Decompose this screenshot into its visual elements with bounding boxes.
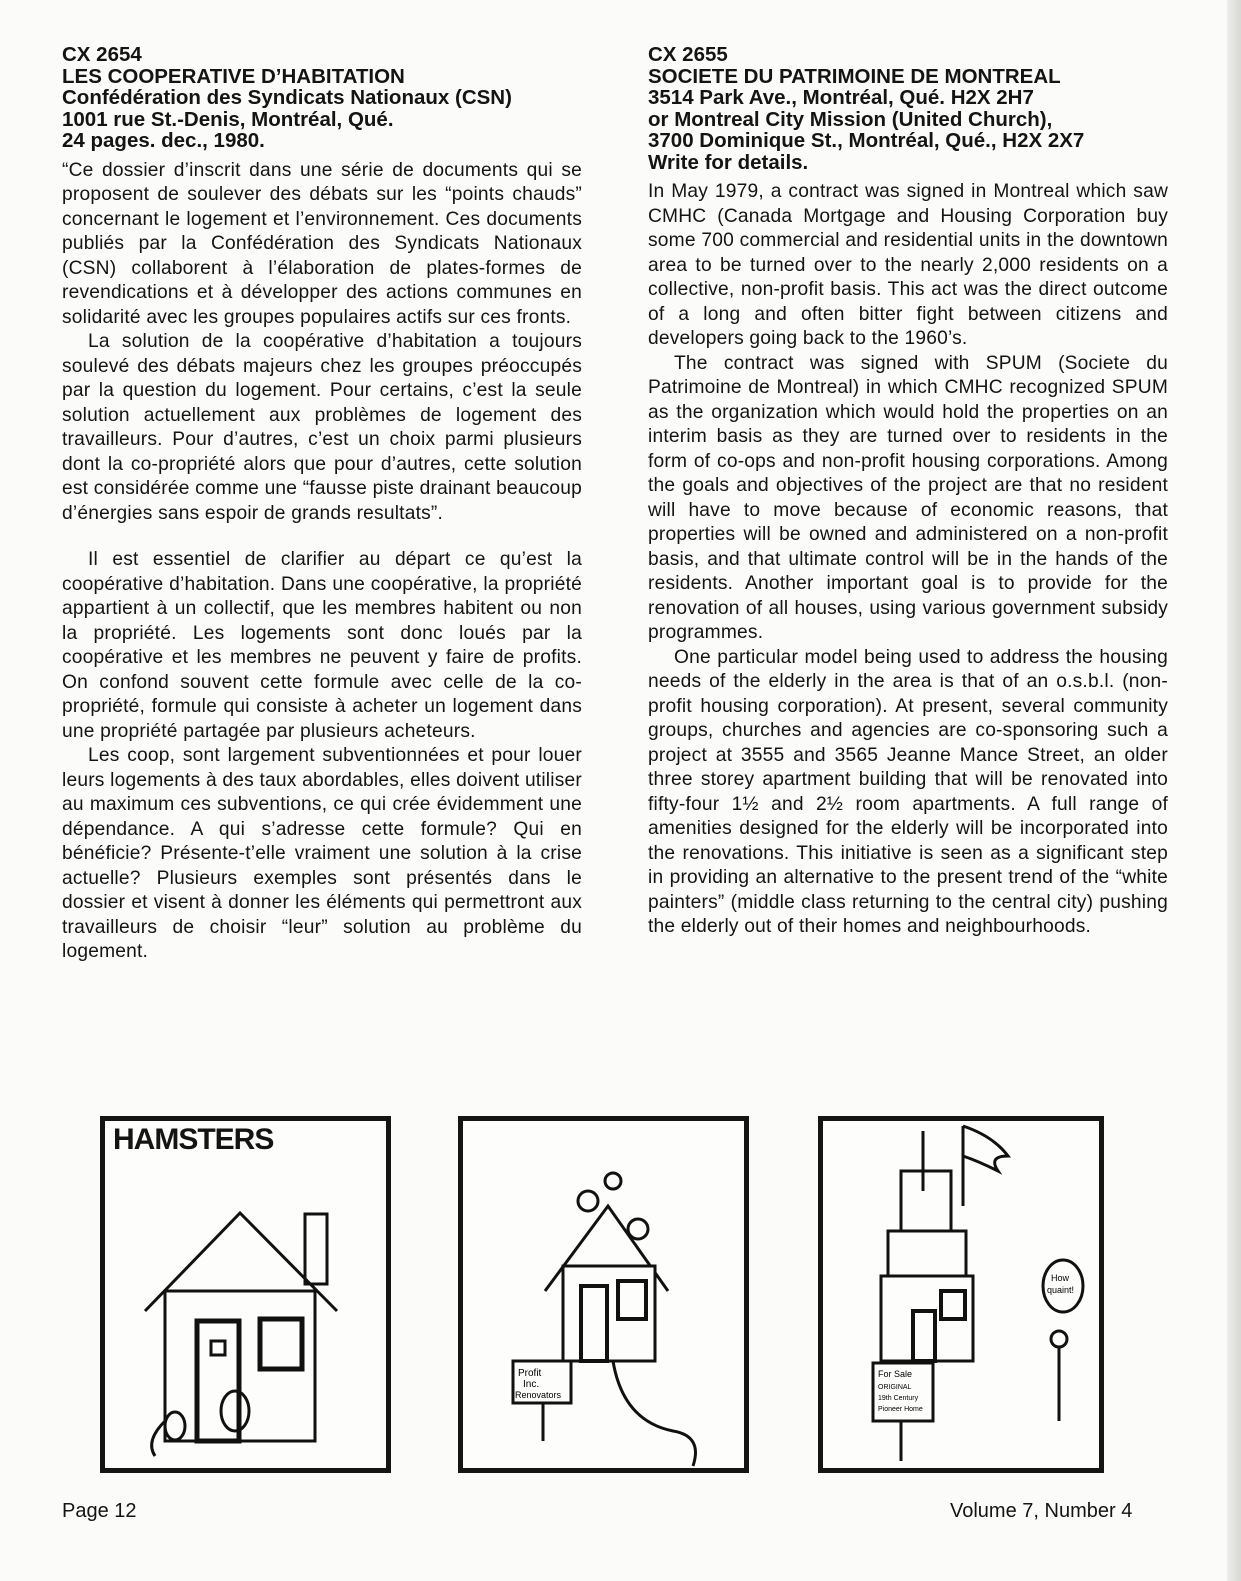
renovation-house-drawing-icon (463, 1121, 744, 1468)
entry-address: 1001 rue St.-Denis, Montréal, Qué. (62, 107, 394, 131)
svg-text:Pioneer Home: Pioneer Home (878, 1406, 923, 1413)
entry-publisher: Confédération des Syndicats Nationaux (CSN) (62, 86, 512, 109)
svg-text:Inc.: Inc. (523, 1379, 540, 1390)
paragraph: La solution de la coopérative d’habitation a toujours soulevé des débats majeurs chez les groupes préoccupés par la question du logement. Pour certains, c’est la seule solution actuellement aux problèmes de logement des travailleurs. Pour d’autres, c’est un choix parmi plusieurs dont la co-propriété alors que pour d’autres, cette solution est considérée comme une “fausse piste drainant beaucoup d’énergies sans espoir de grands resultats”. (62, 331, 582, 524)
volume-info: Volume 7, Number 4 (950, 1500, 1133, 1522)
svg-text:quaint!: quaint! (1047, 1285, 1075, 1295)
paragraph: Les coop, sont largement subventionnées et pour louer leurs logements à des taux abordables, elles doivent utiliser au maximum ces subventions, ce qui crée évidemment une dépendance. A qui s’adresse cette formule? Qui en bénéficie? Présente-t’elle vraiment une solution à la crise actuelle? Plusieurs exemples sont présentés dans le dossier et visent à donner les éléments qui permettront aux travailleurs de choisir “leur” solution au problème du logement. (62, 745, 582, 962)
entry-details: 24 pages. dec., 1980. (62, 129, 265, 152)
svg-text:For Sale: For Sale (878, 1369, 913, 1379)
page-number: Page 12 (62, 1500, 137, 1522)
house-drawing-icon (105, 1121, 386, 1468)
entry-title: SOCIETE DU PATRIMOINE DE MONTREAL (648, 64, 1061, 88)
svg-text:Profit: Profit (518, 1368, 542, 1379)
paragraph: One particular model being used to address the housing needs of the elderly in the area is that of an o.s.b.l. (non-profit housing corporation). At present, several community groups, churches and agencies are co-sponsoring such a project at 3555 and 3565 Jeanne Mance Street, an older three storey apartment building that will be renovated into fifty-four 1½ and 2½ room apartments. A full range of amenities designed for the elderly will be incorporated into the renovations. This initiative is seen as a significant step in providing an alternative to the present trend of the “white painters” (middle class returning to the central city) pushing the elderly out of their homes and neighbourhoods. (648, 646, 1168, 937)
comic-panel-1 (100, 1116, 391, 1473)
paragraph: The contract was signed with SPUM (Societe du Patrimoine de Montreal) in which CMHC recognized SPUM as the organization which would hold the properties on an interim basis as they are turned over to residents in the form of co-ops and non-profit housing corporations. Among the goals and objectives of the project are that no resident will have to move because of economic reasons, that properties will be owned and administered on a non-profit basis, and that ultimate control will be in the hands of the residents. Another important goal is to provide for the renovation of all houses, using various government subsidy programmes. (648, 352, 1168, 643)
entry-address-2: or Montreal City Mission (United Church), (648, 107, 1053, 131)
svg-text:Renovators: Renovators (515, 1390, 562, 1400)
entry-cx-2655 (648, 44, 1168, 940)
paragraph: Il est essentiel de clarifier au départ ce qu’est la coopérative d’habitation. Dans une coopérative, la propriété appartient à un collectif, que les membres habitent ou non la propriété. Les logements sont donc loués par la coopérative et les membres ne peuvent y faire de profits. On confond souvent cette formule avec celle de la co-propriété, formule qui consiste à acheter un logement dans une propriété partagée par plusieurs acheteurs. (62, 549, 582, 742)
entry-code: CX 2654 (62, 43, 142, 66)
entry-address-1: 3514 Park Ave., Montréal, Qué. H2X 2H7 (648, 86, 1034, 109)
paragraph: In May 1979, a contract was signed in Montreal which saw CMHC (Canada Mortgage and Housing Corporation buy some 700 commercial and residential units in the downtown area to be turned over to the nearly 2,000 residents on a collective, non-profit basis. This act was the direct outcome of a long and often bitter fight between citizens and developers going back to the 1960’s. (648, 181, 1168, 349)
entry-title: LES COOPERATIVE D’HABITATION (62, 64, 405, 88)
svg-text:19th Century: 19th Century (878, 1395, 919, 1402)
paragraph: “Ce dossier d’inscrit dans une série de documents qui se proposent de soulever des débats sur les “points chauds” concernant le logement et l’environnement. Ces documents publiés par la Confédération des Syndicats Nationaux (CSN) collaborent à l’élaboration de plates-formes de revendications et à développer des actions communes en solidarité avec les groupes populaires actifs sur ces fronts. (62, 159, 582, 328)
svg-text:ORIGINAL: ORIGINAL (878, 1384, 912, 1391)
comic-panel-3 (818, 1116, 1104, 1473)
comic-panel-2 (458, 1116, 749, 1473)
page-edge-shadow (1227, 0, 1241, 1581)
entry-details: Write for details. (648, 150, 809, 174)
svg-text:How: How (1051, 1273, 1070, 1283)
entry-body (62, 159, 582, 965)
castle-house-drawing-icon (823, 1121, 1099, 1468)
comic-title: HAMSTERS (113, 1123, 274, 1156)
entry-cx-2654 (62, 44, 582, 965)
entry-code: CX 2655 (648, 43, 728, 66)
entry-body (648, 180, 1168, 940)
entry-address-3: 3700 Dominique St., Montréal, Qué., H2X 2X7 (648, 129, 1085, 152)
